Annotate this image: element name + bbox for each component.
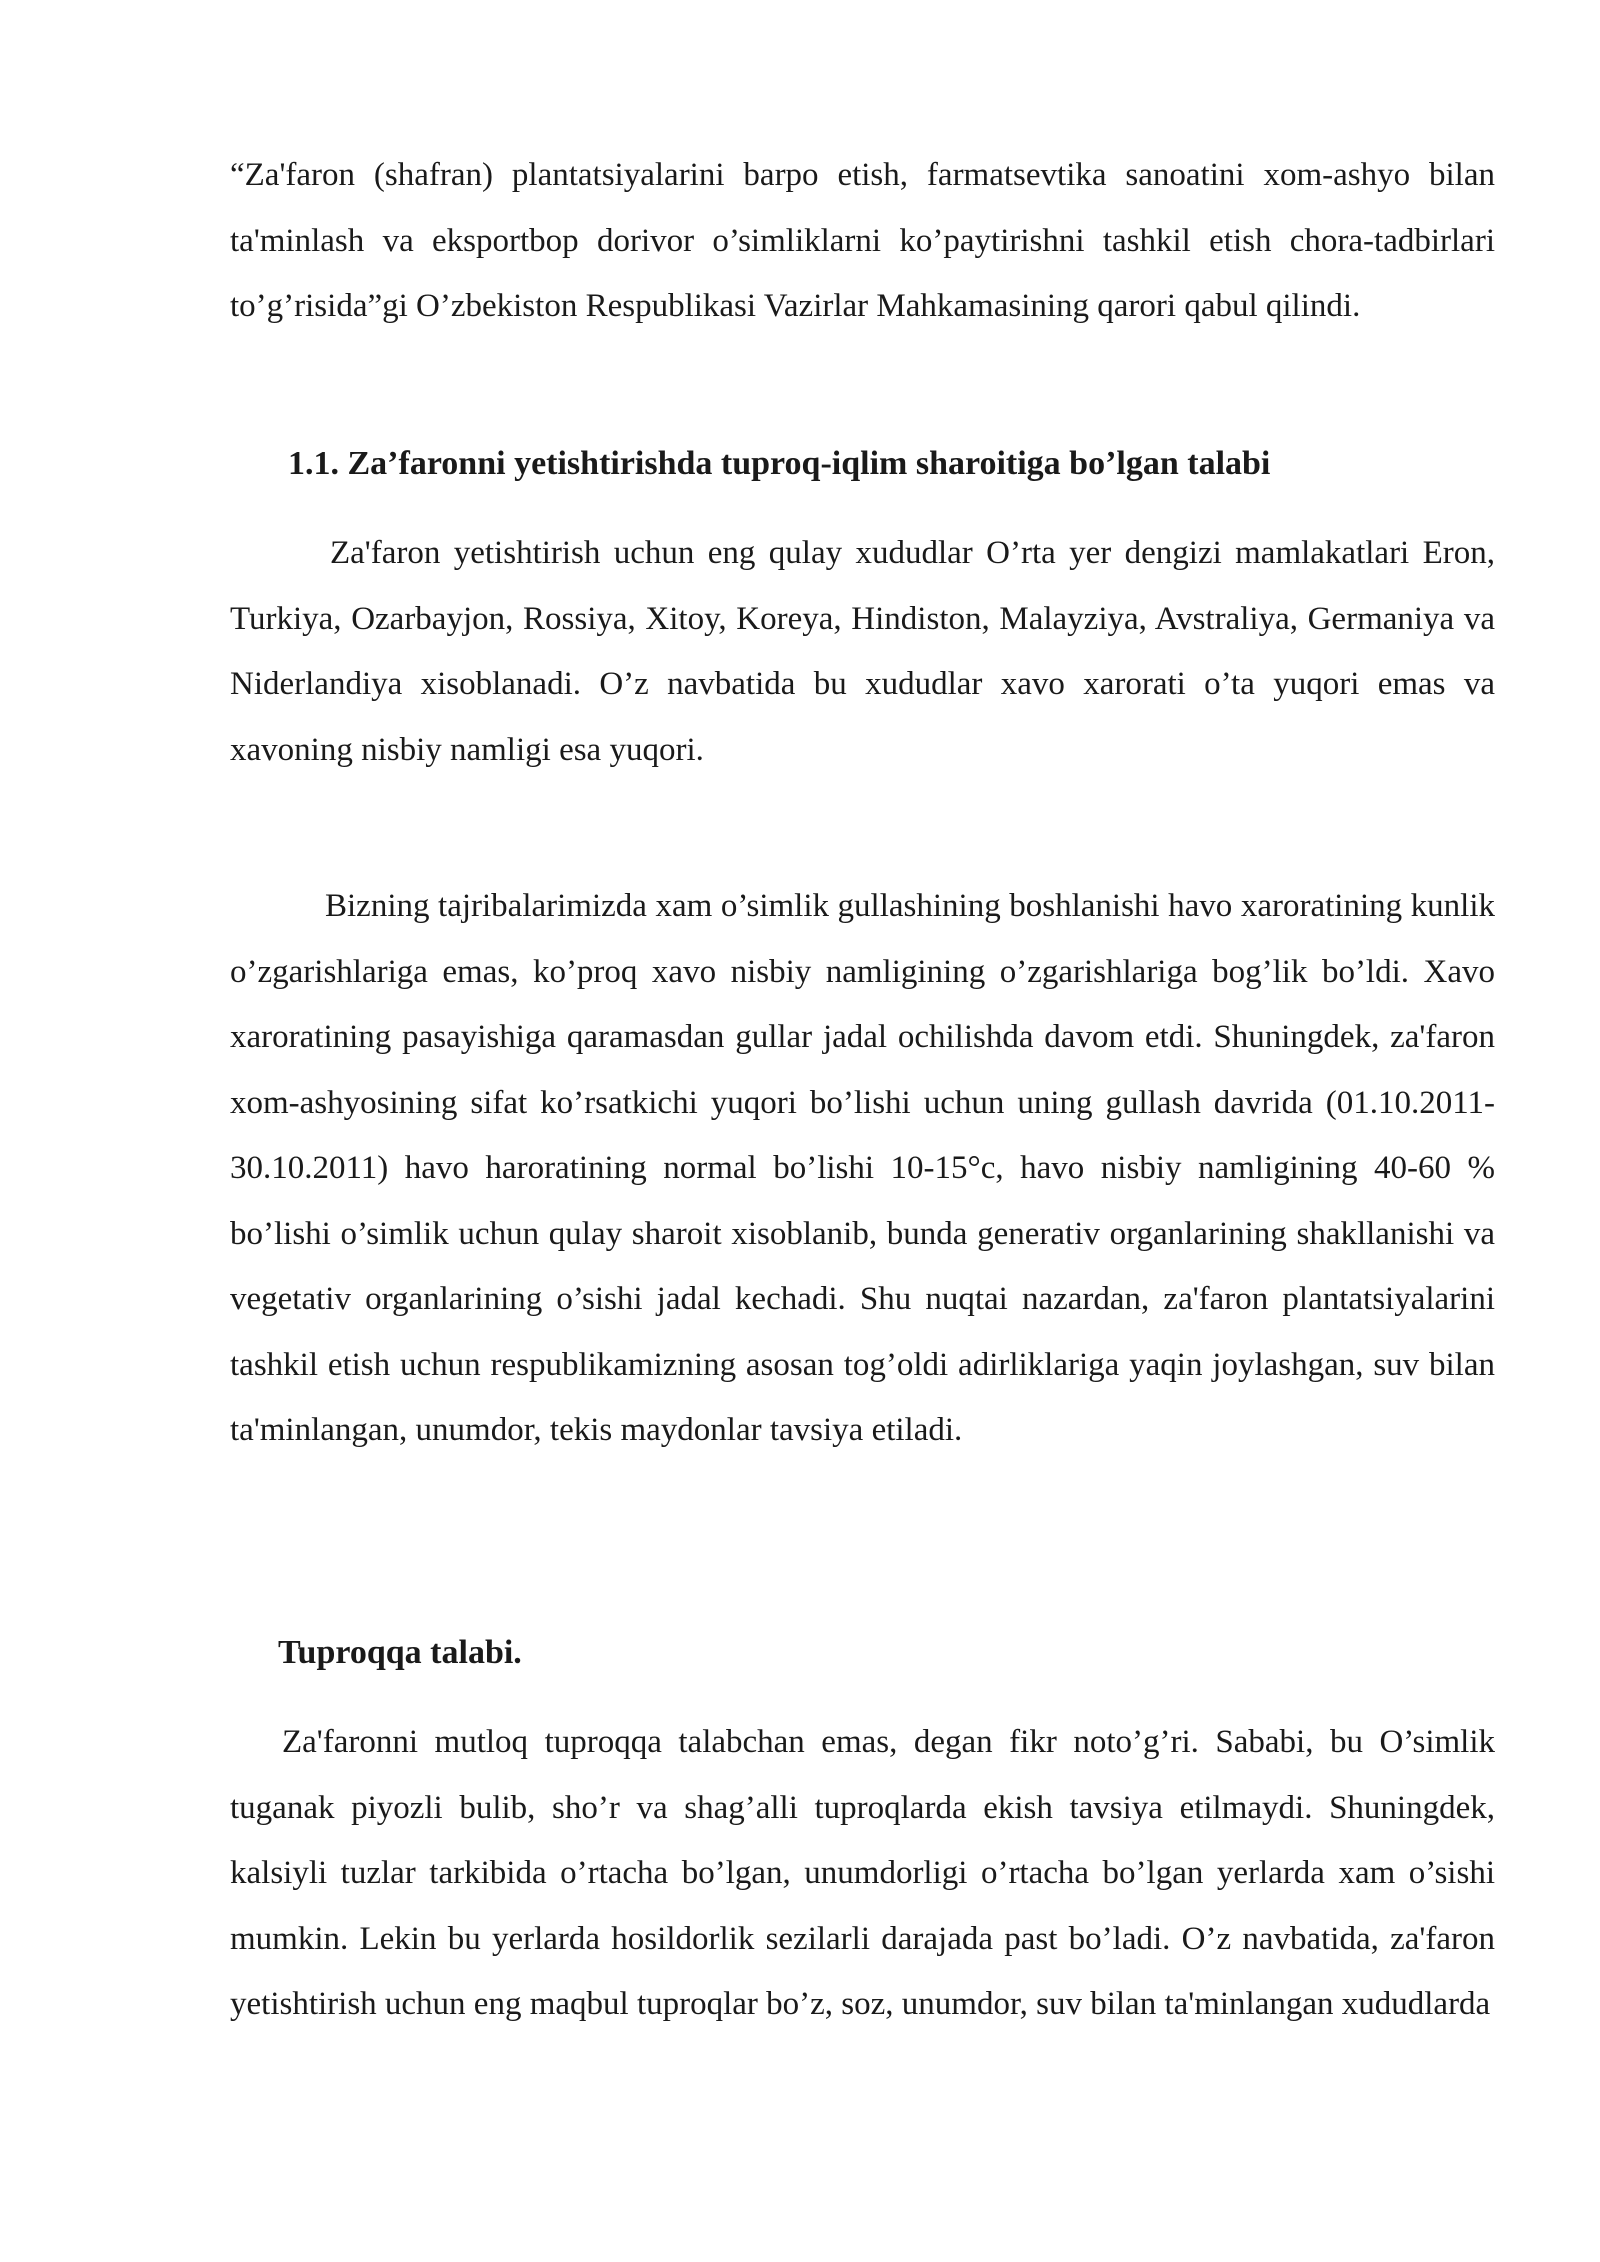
section-heading: 1.1. Za’faronni yetishtirishda tuproq-iqlim sharoitiga bo’lgan talabi <box>288 445 1271 482</box>
climate-paragraph: Za'faron yetishtirish uchun eng qulay xududlar O’rta yer dengizi mamlakatlari Eron, Turkiya, Ozarbayjon, Rossiya, Xitoy, Koreya, Hindiston, Malayziya, Avstraliya, Germaniya va Niderlandiya xisoblanadi. O’z navbatida bu xududlar xavo xarorati o’ta yuqori emas va xavoning nisbiy namligi esa yuqori. <box>230 535 1495 768</box>
soil-subheading: Tuproqqa talabi. <box>278 1634 522 1671</box>
intro-paragraph: “Za'faron (shafran) plantatsiyalarini barpo etish, farmatsevtika sanoatini xom-ashyo bilan ta'minlash va eksportbop dorivor o’simliklarni ko’paytirishni tashkil etish chora-tadbirlari to’g’risida”gi O’zbekiston Respublikasi Vazirlar Mahkamasining qarori qabul qilindi. <box>230 157 1495 324</box>
experiments-paragraph: Bizning tajribalarimizda xam o’simlik gullashining boshlanishi havo xaroratining kunlik o’zgarishlariga emas, ko’proq xavo nisbiy namligining o’zgarishlariga bog’lik bo’ldi. Xavo xaroratining pasayishiga qaramasdan gullar jadal ochilishda davom etdi. Shuningdek, za'faron xom-ashyosining sifat ko’rsatkichi yuqori bo’lishi uchun uning gullash davrida (01.10.2011-30.10.2011) havo haroratining normal bo’lishi 10-15°c, havo nisbiy namligining 40-60 % bo’lishi o’simlik uchun qulay sharoit xisoblanib, bunda generativ organlarining shakllanishi va vegetativ organlarining o’sishi jadal kechadi. Shu nuqtai nazardan, za'faron plantatsiyalarini tashkil etish uchun respublikamizning asosan tog’oldi adirliklariga yaqin joylashgan, suv bilan ta'minlangan, unumdor, tekis maydonlar tavsiya etiladi. <box>230 888 1495 1448</box>
soil-paragraph: Za'faronni mutloq tuproqqa talabchan emas, degan fikr noto’g’ri. Sababi, bu O’simlik tuganak piyozli bulib, sho’r va shag’alli tuproqlarda ekish tavsiya etilmaydi. Shuningdek, kalsiyli tuzlar tarkibida o’rtacha bo’lgan, unumdorligi o’rtacha bo’lgan yerlarda xam o’sishi mumkin. Lekin bu yerlarda hosildorlik sezilarli darajada past bo’ladi. O’z navbatida, za'faron yetishtirish uchun eng maqbul tuproqlar bo’z, soz, unumdor, suv bilan ta'minlangan xududlarda <box>230 1724 1495 2022</box>
